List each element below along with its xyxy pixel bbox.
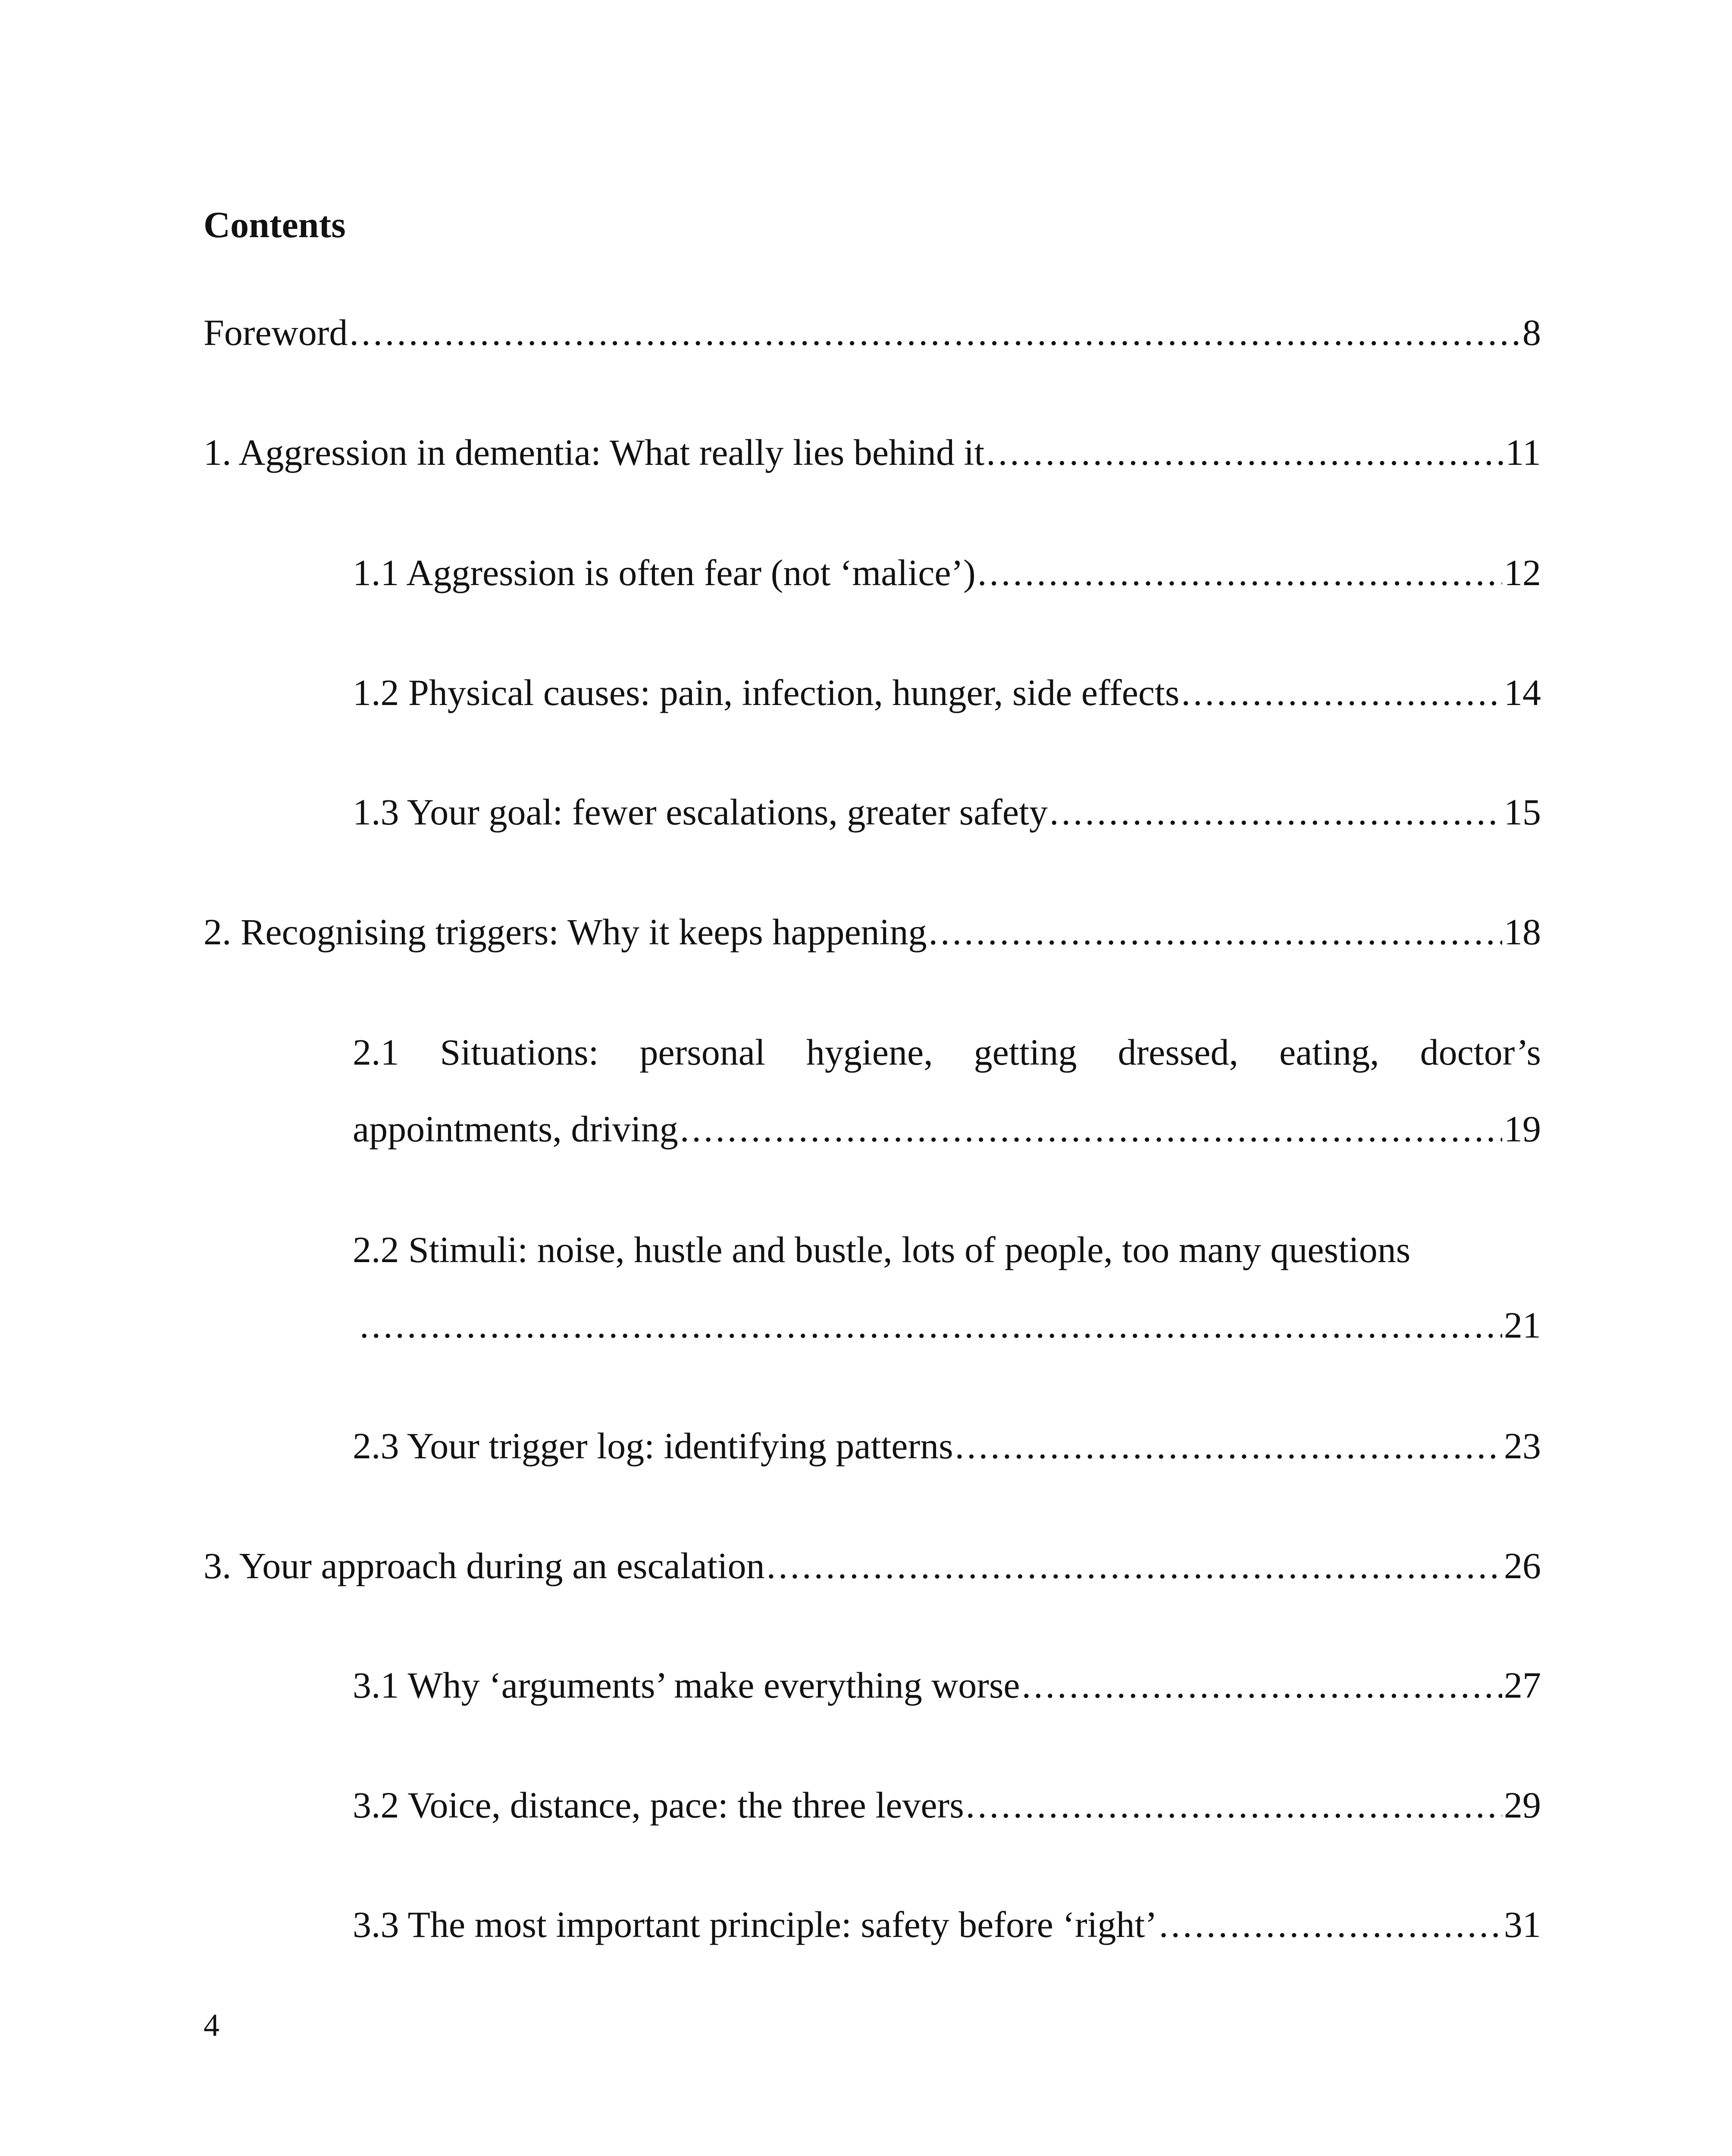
toc-word: doctor’s xyxy=(1420,1031,1541,1073)
dot-leader xyxy=(1049,793,1502,830)
toc-entry-label: 3. Your approach during an escalation xyxy=(204,1545,765,1586)
toc-entry-label: 1.2 Physical causes: pain, infection, hunger, side effects xyxy=(353,672,1180,713)
toc-entry-page: 11 xyxy=(1505,432,1541,473)
toc-entry-label: 1. Aggression in dementia: What really lies behind it xyxy=(204,432,985,473)
toc-entry-page: 18 xyxy=(1504,911,1541,953)
toc-entry-label: 2.2 Stimuli: noise, hustle and bustle, lots of people, too many questions xyxy=(353,1229,1411,1270)
toc-entry-section-1-1[interactable] xyxy=(353,554,1541,591)
toc-entry-label: 3.1 Why ‘arguments’ make everything worse xyxy=(353,1664,1020,1706)
toc-entry-chapter-2[interactable] xyxy=(204,911,1541,953)
toc-entry-label: 3.2 Voice, distance, pace: the three levers xyxy=(353,1784,964,1826)
toc-entry-label: 2. Recognising triggers: Why it keeps happening xyxy=(204,911,927,953)
toc-word: eating, xyxy=(1279,1031,1379,1073)
toc-entry-page: 12 xyxy=(1504,552,1541,593)
toc-entry-page: 27 xyxy=(1504,1664,1541,1706)
toc-entry-page: 23 xyxy=(1504,1425,1541,1467)
contents-heading: Contents xyxy=(204,204,346,245)
toc-word: dressed, xyxy=(1118,1031,1238,1073)
dot-leader xyxy=(1159,1906,1502,1943)
page-number: 4 xyxy=(204,2008,219,2043)
dot-leader xyxy=(349,314,1521,351)
toc-entry-section-3-3[interactable] xyxy=(353,1906,1541,1943)
toc-entry-section-2-1-line1[interactable] xyxy=(353,1031,1541,1073)
toc-entry-page: 19 xyxy=(1504,1108,1541,1150)
toc-entry-section-1-2[interactable] xyxy=(353,674,1541,711)
dot-leader xyxy=(1181,674,1503,711)
toc-entry-section-3-2[interactable] xyxy=(353,1786,1541,1824)
toc-entry-chapter-3[interactable] xyxy=(204,1547,1541,1584)
toc-entry-page: 8 xyxy=(1522,312,1541,353)
dot-leader xyxy=(767,1547,1502,1584)
toc-entry-page: 14 xyxy=(1504,672,1541,713)
toc-word: Situations: xyxy=(440,1031,599,1073)
toc-entry-section-3-1[interactable] xyxy=(353,1664,1541,1706)
toc-entry-section-2-2-line1[interactable] xyxy=(353,1231,1541,1268)
toc-entry-section-2-2-line2[interactable] xyxy=(358,1304,1541,1346)
toc-entry-section-1-3[interactable] xyxy=(353,791,1541,833)
dot-leader xyxy=(986,434,1503,471)
dot-leader xyxy=(680,1110,1502,1147)
dot-leader xyxy=(977,554,1502,591)
toc-word: 2.1 xyxy=(353,1031,399,1073)
toc-entry-label: appointments, driving xyxy=(353,1108,678,1150)
toc-entry-section-2-3[interactable] xyxy=(353,1425,1541,1467)
toc-word: getting xyxy=(974,1031,1077,1073)
toc-entry-label: Foreword xyxy=(204,312,348,353)
toc-word: hygiene, xyxy=(806,1031,933,1073)
toc-entry-section-2-1-line2[interactable] xyxy=(353,1108,1541,1150)
toc-entry-page: 26 xyxy=(1504,1545,1541,1586)
toc-entry-label: 1.3 Your goal: fewer escalations, greater safety xyxy=(353,791,1048,833)
toc-entry-chapter-1[interactable] xyxy=(204,434,1541,471)
toc-entry-page: 29 xyxy=(1504,1784,1541,1826)
dot-leader xyxy=(955,1427,1502,1464)
dot-leader xyxy=(360,1307,1502,1344)
toc-entry-label: 1.1 Aggression is often fear (not ‘malice’) xyxy=(353,552,976,593)
toc-entry-label: 2.3 Your trigger log: identifying patterns xyxy=(353,1425,953,1467)
toc-entry-page: 15 xyxy=(1504,791,1541,833)
toc-word: personal xyxy=(639,1031,765,1073)
dot-leader xyxy=(929,913,1502,950)
toc-entry-page: 21 xyxy=(1504,1304,1541,1346)
toc-entry-page: 31 xyxy=(1504,1904,1541,1945)
dot-leader xyxy=(1022,1667,1502,1704)
dot-leader xyxy=(966,1786,1502,1824)
toc-entry-foreword[interactable] xyxy=(204,314,1541,351)
toc-entry-label: 3.3 The most important principle: safety before ‘right’ xyxy=(353,1904,1158,1945)
